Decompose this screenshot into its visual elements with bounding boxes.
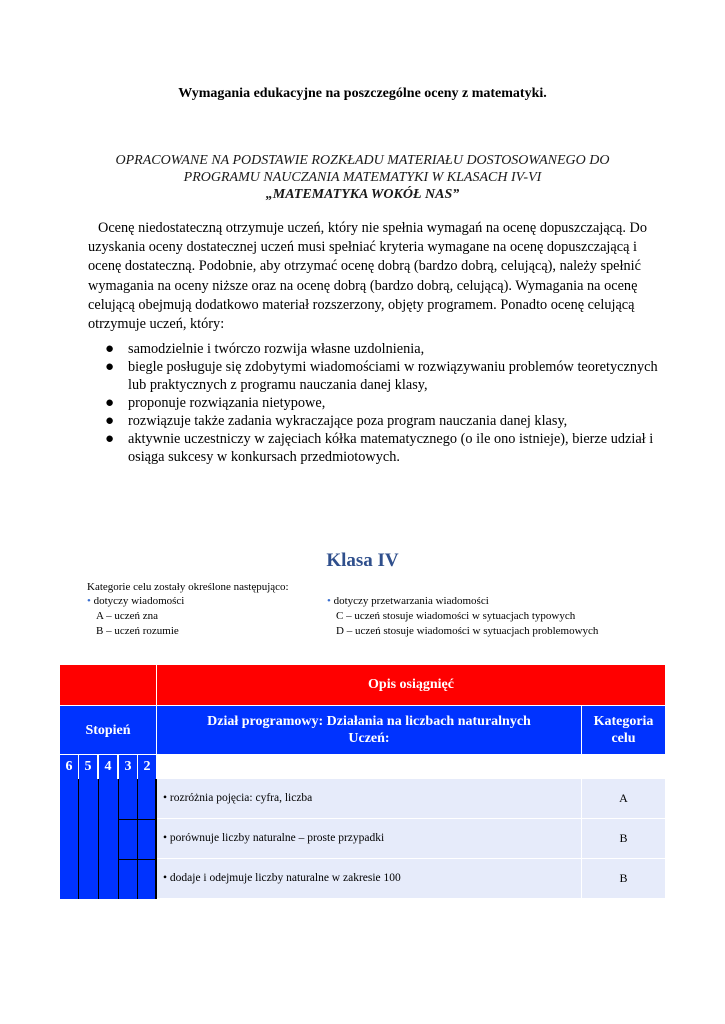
category-value: B: [619, 831, 628, 845]
bullet-icon: ●: [105, 359, 115, 375]
category-group-heading: dotyczy przetwarzania wiadomości: [333, 595, 489, 607]
table-row: [157, 859, 665, 898]
grade-label: 5: [79, 755, 97, 779]
category-item: B – uczeń rozumie: [96, 625, 179, 637]
program-subheading: [60, 152, 665, 203]
grade-label: 4: [99, 755, 117, 779]
table-header-red: [60, 665, 665, 705]
opis-header: Opis osiągnięć: [368, 677, 454, 692]
grade-cell-4: [99, 779, 118, 899]
klasa-heading: Klasa IV: [326, 550, 399, 571]
grade-cell-6: [60, 779, 78, 899]
stopien-header: Stopień: [85, 722, 131, 738]
bullet-icon: ●: [105, 395, 115, 411]
category-item: A – uczeń zna: [96, 610, 158, 622]
grade-cell-5: [79, 779, 98, 899]
list-item: ● samodzielnie i twórczo rozwija własne uzdolnienia,: [105, 341, 425, 357]
document-title: Wymagania edukacyjne na poszczególne oceny z matematyki.: [178, 86, 547, 101]
grade-cell-2: [138, 779, 156, 899]
bullet-icon: ●: [105, 431, 115, 447]
bullet-icon: ●: [105, 341, 115, 357]
table-row: [157, 779, 665, 818]
subheading-line-3: „MATEMATYKA WOKÓŁ NAS”: [265, 187, 460, 202]
requirements-list: [105, 340, 665, 466]
list-item: ● aktywnie uczestniczy w zajęciach kółka matematycznego (o ile ono istnieje), bierze udział i osiąga sukcesy w konkursach przedmiotowych.: [105, 431, 654, 465]
table-header-blue: [60, 706, 665, 754]
requirement-text: • rozróżnia pojęcia: cyfra, liczba: [163, 792, 313, 804]
grade-label: 6: [60, 755, 78, 779]
category-item: D – uczeń stosuje wiadomości w sytuacjach problemowych: [336, 625, 599, 637]
category-value: A: [619, 791, 628, 805]
intro-paragraph: Ocenę niedostateczną otrzymuje uczeń, który nie spełnia wymagań na ocenę dopuszczającą. Do uzyskania oceny dostatecznej uczeń musi spełniać kryteria wymagane na ocenę dopuszczającą i ocenę dostateczną. Podobnie, aby otrzymać ocenę dobrą (bardzo dobrą, celującą), należy spełnić wymagania na oceny niższe oraz na ocenę dobrą (bardzo dobrą, celującą). Wymagania na ocenę celującą obejmują dodatkowo materiał rozszerzony, objęty programem. Ponadto ocenę celującą otrzymuje uczeń, który:: [88, 220, 647, 333]
grade-label: 3: [119, 755, 137, 779]
grade-label: 2: [138, 755, 156, 779]
category-value: B: [619, 871, 628, 885]
bullet-icon: •: [87, 595, 91, 607]
table-row: [157, 819, 665, 858]
categories-right: [327, 594, 598, 639]
category-item: C – uczeń stosuje wiadomości w sytuacjach typowych: [336, 610, 576, 622]
requirement-text: • porównuje liczby naturalne – proste przypadki: [163, 832, 385, 844]
requirement-text: • dodaje i odejmuje liczby naturalne w zakresie 100: [163, 872, 401, 884]
grade-cell-3: [119, 779, 138, 899]
table-body: [60, 779, 665, 899]
list-item: ● proponuje rozwiązania nietypowe,: [105, 395, 326, 411]
list-item: ● rozwiązuje także zadania wykraczające poza program nauczania danej klasy,: [105, 413, 568, 429]
bullet-icon: •: [327, 595, 331, 607]
list-item: ● biegle posługuje się zdobytymi wiadomościami w rozwiązywaniu problemów teoretycznych lub praktycznych z programu nauczania danej klasy,: [105, 359, 658, 393]
categories-intro: Kategorie celu zostały określone następująco:: [87, 581, 289, 593]
dzial-header: Dział programowy: Działania na liczbach naturalnych Uczeń:: [207, 714, 531, 746]
kategoria-header: Kategoria celu: [593, 714, 654, 746]
bullet-icon: ●: [105, 413, 115, 429]
categories-left: [87, 594, 184, 639]
subheading-line-2: PROGRAMU NAUCZANIA MATEMATYKI W KLASACH IV-VI: [183, 170, 542, 185]
subheading-line-1: OPRACOWANE NA PODSTAWIE ROZKŁADU MATERIAŁU DOSTOSOWANEGO DO: [115, 153, 610, 168]
category-group-heading: dotyczy wiadomości: [93, 595, 185, 607]
